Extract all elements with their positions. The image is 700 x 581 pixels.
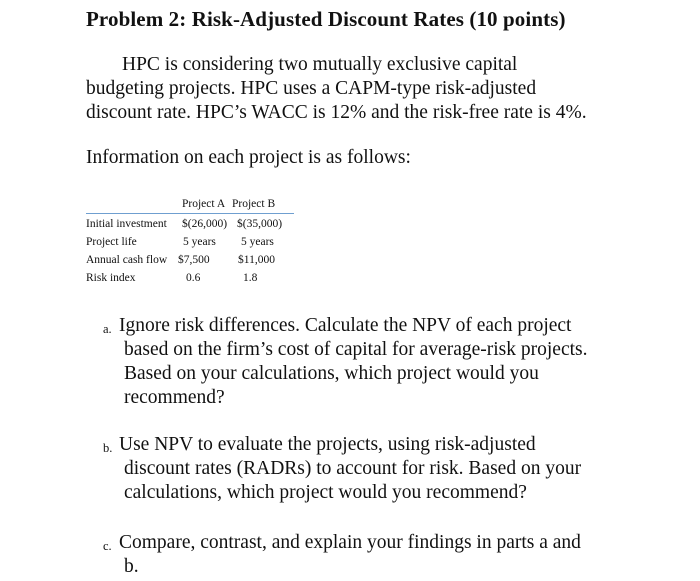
header-project-a: Project A	[182, 198, 226, 210]
header-project-b: Project B	[232, 198, 276, 210]
question-line: Ignore risk differences. Calculate the NPV of each project	[119, 315, 572, 336]
question-line: discount rates (RADRs) to account for risk. Based on your	[124, 458, 582, 479]
question-a	[103, 314, 643, 410]
question-line: Based on your calculations, which project would you	[124, 363, 539, 384]
problem-title: Problem 2: Risk-Adjusted Discount Rates (10 points)	[86, 7, 566, 31]
cell-project-a: $(26,000)	[182, 218, 228, 230]
question-line: Use NPV to evaluate the projects, using risk-adjusted	[119, 434, 536, 455]
question-line: b.	[124, 556, 139, 577]
question-line: Compare, contrast, and explain your findings in parts a and	[119, 532, 581, 553]
intro-paragraph	[86, 53, 646, 125]
row-label: Project life	[86, 236, 137, 248]
cell-project-a: 0.6	[186, 272, 201, 284]
question-line: based on the firm’s cost of capital for average-risk projects.	[124, 339, 588, 360]
table-divider	[86, 213, 294, 214]
cell-project-b: $(35,000)	[237, 218, 283, 230]
question-line: calculations, which project would you recommend?	[124, 482, 527, 503]
question-b	[103, 433, 643, 505]
info-label: Information on each project is as follows:	[86, 147, 411, 168]
question-marker: c.	[103, 539, 112, 553]
cell-project-a: $7,500	[178, 254, 210, 266]
intro-line: HPC is considering two mutually exclusive capital	[122, 54, 518, 75]
cell-project-b: 5 years	[241, 236, 274, 248]
question-c	[103, 531, 643, 579]
question-marker: b.	[103, 441, 113, 455]
cell-project-a: 5 years	[183, 236, 216, 248]
question-line: recommend?	[124, 387, 225, 408]
row-label: Initial investment	[86, 218, 167, 230]
cell-project-b: 1.8	[243, 272, 258, 284]
table-header-row	[182, 196, 275, 214]
cell-project-b: $11,000	[238, 254, 275, 266]
row-label: Risk index	[86, 272, 136, 284]
question-marker: a.	[103, 322, 112, 336]
intro-line: budgeting projects. HPC uses a CAPM-type risk-adjusted	[86, 78, 537, 99]
intro-line: discount rate. HPC’s WACC is 12% and the risk-free rate is 4%.	[86, 102, 587, 123]
row-label: Annual cash flow	[86, 254, 168, 266]
